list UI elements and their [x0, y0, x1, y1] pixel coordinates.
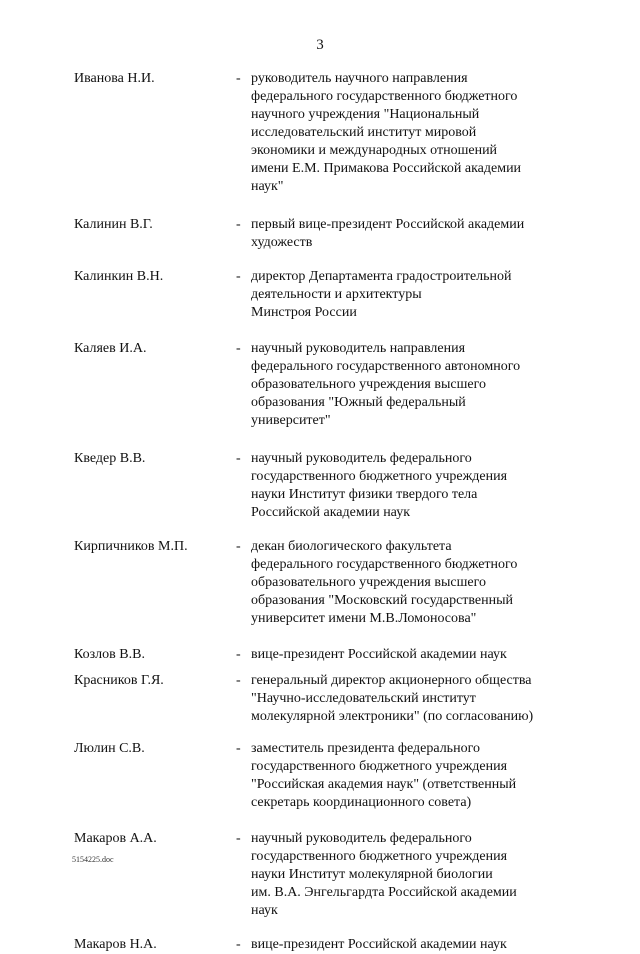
member-position: [251, 936, 551, 954]
position-line: первый вице-президент Российской академии: [251, 217, 525, 232]
list-item: [0, 340, 640, 430]
list-item: [0, 740, 640, 812]
position-line: "Российская академия наук" (ответственный: [251, 777, 517, 792]
position-line: наук": [251, 179, 284, 194]
position-line: декан биологического факультета: [251, 539, 452, 554]
member-name: Козлов В.В.: [74, 647, 145, 662]
position-line: вице-президент Российской академии наук: [251, 937, 507, 952]
page-number: 3: [316, 37, 324, 53]
position-line: имени Е.М. Примакова Российской академии: [251, 161, 522, 176]
member-list: [0, 70, 640, 954]
dash-separator: -: [236, 647, 241, 662]
position-line: деятельности и архитектуры: [251, 287, 422, 302]
member-name: Макаров Н.А.: [74, 937, 157, 952]
position-line: Минстроя России: [251, 305, 357, 320]
dash-separator: -: [236, 937, 241, 952]
list-item: [0, 450, 640, 522]
dash-separator: -: [236, 71, 241, 86]
member-position: [251, 340, 551, 430]
member-position: [251, 672, 551, 726]
footer-filename: 5154225.doc: [72, 855, 114, 864]
list-item: [0, 936, 640, 954]
position-line: научный руководитель федерального: [251, 451, 472, 466]
member-position: [251, 646, 551, 664]
position-line: исследовательский институт мировой: [251, 125, 477, 140]
position-line: научный руководитель направления: [251, 341, 466, 356]
list-item: [0, 70, 640, 196]
position-line: государственного бюджетного учреждения: [251, 469, 508, 484]
member-position: [251, 740, 551, 812]
list-item: [0, 646, 640, 664]
member-name: Иванова Н.И.: [74, 71, 155, 86]
dash-separator: -: [236, 539, 241, 554]
position-line: научного учреждения "Национальный: [251, 107, 480, 122]
dash-separator: -: [236, 341, 241, 356]
member-position: [251, 268, 551, 322]
position-line: экономики и международных отношений: [251, 143, 498, 158]
position-line: художеств: [251, 235, 313, 250]
list-item: [0, 216, 640, 252]
member-name: Кведер В.В.: [74, 451, 146, 466]
position-line: "Научно-исследовательский институт: [251, 691, 476, 706]
member-position: [251, 70, 551, 196]
position-line: образования "Южный федеральный: [251, 395, 466, 410]
dash-separator: -: [236, 217, 241, 232]
position-line: федерального государственного автономного: [251, 359, 521, 374]
member-name: Каляев И.А.: [74, 341, 147, 356]
member-position: [251, 450, 551, 522]
dash-separator: -: [236, 269, 241, 284]
position-line: государственного бюджетного учреждения: [251, 849, 508, 864]
member-position: [251, 830, 551, 920]
position-line: образования "Московский государственный: [251, 593, 514, 608]
list-item: [0, 538, 640, 628]
position-line: федерального государственного бюджетного: [251, 89, 518, 104]
member-position: [251, 216, 551, 252]
dash-separator: -: [236, 451, 241, 466]
position-line: руководитель научного направления: [251, 71, 468, 86]
member-name: Калинкин В.Н.: [74, 269, 164, 284]
member-position: [251, 538, 551, 628]
member-name: Кирпичников М.П.: [74, 539, 188, 554]
member-name: Макаров А.А.: [74, 831, 157, 846]
list-item: [0, 268, 640, 322]
position-line: заместитель президента федерального: [251, 741, 480, 756]
dash-separator: -: [236, 741, 241, 756]
position-line: образовательного учреждения высшего: [251, 575, 486, 590]
dash-separator: -: [236, 831, 241, 846]
member-name: Люлин С.В.: [74, 741, 145, 756]
position-line: университет имени М.В.Ломоносова": [251, 611, 477, 626]
position-line: секретарь координационного совета): [251, 795, 472, 810]
member-name: Калинин В.Г.: [74, 217, 153, 232]
position-line: директор Департамента градостроительной: [251, 269, 512, 284]
position-line: образовательного учреждения высшего: [251, 377, 486, 392]
list-item: [0, 672, 640, 726]
position-line: университет": [251, 413, 331, 428]
dash-separator: -: [236, 673, 241, 688]
position-line: им. В.А. Энгельгардта Российской академии: [251, 885, 517, 900]
position-line: вице-президент Российской академии наук: [251, 647, 507, 662]
position-line: научный руководитель федерального: [251, 831, 472, 846]
position-line: молекулярной электроники" (по согласованию): [251, 709, 534, 724]
member-name: Красников Г.Я.: [74, 673, 164, 688]
position-line: науки Институт физики твердого тела: [251, 487, 478, 502]
list-item: [0, 830, 640, 920]
position-line: государственного бюджетного учреждения: [251, 759, 508, 774]
position-line: Российской академии наук: [251, 505, 410, 520]
position-line: федерального государственного бюджетного: [251, 557, 518, 572]
position-line: науки Институт молекулярной биологии: [251, 867, 493, 882]
position-line: наук: [251, 903, 278, 918]
position-line: генеральный директор акционерного общества: [251, 673, 532, 688]
